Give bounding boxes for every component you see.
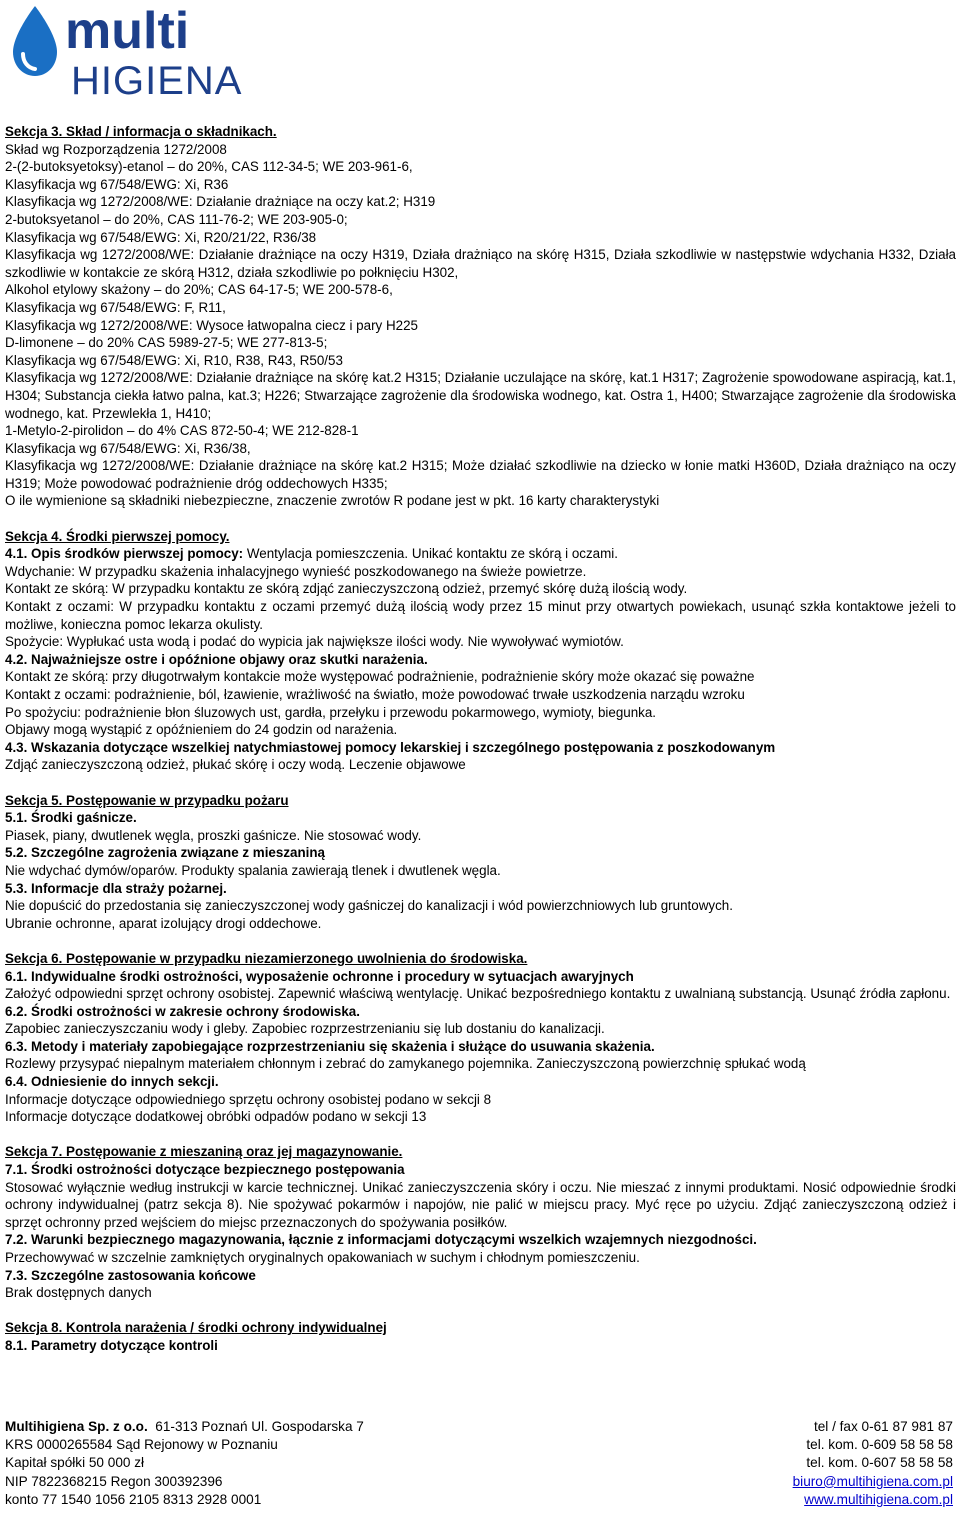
text-line: Klasyfikacja wg 1272/2008/WE: Działanie drażniące na oczy kat.2; H319	[5, 194, 436, 210]
text-line: Zdjąć zanieczyszczoną odzież, płukać skórę i oczy wodą. Leczenie objawowe	[5, 757, 466, 773]
text-line: Kontakt ze skórą: przy długotrwałym kontakcie może występować podrażnienie, podrażnienie skóry może okazać się poważne	[5, 669, 755, 685]
footer-nip-regon: NIP 7822368215 Regon 300392396	[5, 1473, 223, 1489]
text-line: Klasyfikacja wg 67/548/EWG: Xi, R10, R38, R43, R50/53	[5, 352, 343, 368]
subsection-heading: 7.2. Warunki bezpiecznego magazynowania, łącznie z informacjami dotyczącymi wszelkich wzajemnych niezgodności.	[5, 1232, 757, 1248]
text-line: Klasyfikacja wg 67/548/EWG: F, R11,	[5, 299, 226, 315]
section-heading: Sekcja 4. Środki pierwszej pomocy.	[5, 528, 230, 544]
blank-line	[5, 510, 956, 528]
text-line: Klasyfikacja wg 1272/2008/WE: Wysoce łatwopalna ciecz i pary H225	[5, 317, 418, 333]
subsection-text: Wentylacja pomieszczenia. Unikać kontaktu ze skórą i oczami.	[246, 546, 618, 562]
footer-bank-account: konto 77 1540 1056 2105 8313 2928 0001	[5, 1491, 262, 1507]
text-line: Klasyfikacja wg 67/548/EWG: Xi, R20/21/22, R36/38	[5, 229, 317, 245]
blank-line	[5, 1126, 956, 1144]
water-drop-icon	[13, 6, 57, 76]
text-line: 2-(2-butoksyetoksy)-etanol – do 20%, CAS 112-34-5; WE 203-961-6,	[5, 159, 413, 175]
blank-line	[5, 932, 956, 950]
text-line: Nie dopuścić do przedostania się zanieczyszczonej wody gaśniczej do kanalizacji i wód powierzchniowych lub gruntowych.	[5, 898, 733, 914]
footer-email-link[interactable]: biuro@multihigiena.com.pl	[792, 1473, 953, 1489]
paragraph: Założyć odpowiedni sprzęt ochrony osobistej. Zapewnić właściwą wentylację. Unikać bezpośredniego kontaktu z uwalnianą substancją. Usunąć źródła zapłonu.	[5, 986, 951, 1002]
subsection-heading: 7.1. Środki ostrożności dotyczące bezpiecznego postępowania	[5, 1162, 405, 1178]
text-line: Po spożyciu: podrażnienie błon śluzowych ust, gardła, przełyku i przewodu pokarmowego, wymioty, biegunka.	[5, 704, 657, 720]
footer-address: 61-313 Poznań Ul. Gospodarska 7	[155, 1419, 364, 1434]
document-body	[5, 123, 956, 1355]
text-line: Piasek, piany, dwutlenek węgla, proszki gaśnicze. Nie stosować wody.	[5, 827, 422, 843]
subsection-heading: 4.2. Najważniejsze ostre i opóźnione objawy oraz skutki narażenia.	[5, 651, 428, 667]
footer-mobile-1: tel. kom. 0-609 58 58 58	[806, 1437, 953, 1453]
paragraph: Stosować wyłącznie według instrukcji w karcie technicznej. Unikać zanieczyszczenia skóry i oczu. Nie mieszać z innymi produktami. Nosić odpowiednie środki ochrony indywidualnej (patrz sekcja 8). Nie spożywać pokarmów i napojów, nie palić w miejscu pracy. Myć ręce po użyciu. Zdjąć zanieczyszczoną odzież i sprzęt ochronny przed wejściem do miejsc przeznaczonych do spożywania posiłków.	[5, 1179, 956, 1230]
subsection-heading: 6.3. Metody i materiały zapobiegające rozprzestrzenianiu się skażenia i służące do usuwania skażenia.	[5, 1038, 655, 1054]
subsection-heading: 5.2. Szczególne zagrożenia związane z mieszaniną	[5, 845, 325, 861]
subsection-heading: 5.1. Środki gaśnicze.	[5, 810, 137, 826]
footer-capital: Kapitał spółki 50 000 zł	[5, 1455, 145, 1471]
footer-website-link[interactable]: www.multihigiena.com.pl	[804, 1491, 953, 1507]
section-heading: Sekcja 5. Postępowanie w przypadku pożaru	[5, 792, 289, 808]
text-line: Spożycie: Wypłukać usta wodą i podać do wypicia jak największe ilości wody. Nie wywoływać wymiotów.	[5, 634, 624, 650]
section-heading: Sekcja 6. Postępowanie w przypadku niezamierzonego uwolnienia do środowiska.	[5, 950, 528, 966]
footer-krs: KRS 0000265584 Sąd Rejonowy w Poznaniu	[5, 1437, 278, 1453]
subsection-heading: 6.1. Indywidualne środki ostrożności, wyposażenie ochronne i procedury w sytuacjach awaryjnych	[5, 968, 634, 984]
footer-mobile-2: tel. kom. 0-607 58 58 58	[806, 1455, 953, 1471]
subsection-heading: 7.3. Szczególne zastosowania końcowe	[5, 1267, 256, 1283]
section-heading: Sekcja 8. Kontrola narażenia / środki ochrony indywidualnej	[5, 1320, 387, 1336]
text-line: Brak dostępnych danych	[5, 1285, 152, 1301]
footer-phone-fax: tel / fax 0-61 87 981 87	[813, 1419, 953, 1434]
text-line: D-limonene – do 20% CAS 5989-27-5; WE 277-813-5;	[5, 335, 328, 351]
text-line: Skład wg Rozporządzenia 1272/2008	[5, 141, 227, 157]
text-line: Kontakt ze skórą: W przypadku kontaktu ze skórą zdjąć zanieczyszczoną odzież, przemyć skórę dużą ilością wody.	[5, 581, 688, 597]
text-line: Informacje dotyczące dodatkowej obróbki odpadów podano w sekcji 13	[5, 1109, 427, 1125]
subsection-heading: 4.3. Wskazania dotyczące wszelkiej natychmiastowej pomocy lekarskiej i szczególnego postępowania z poszkodowanym	[5, 739, 776, 755]
text-line: Nie wdychać dymów/oparów. Produkty spalania zawierają tlenek i dwutlenek węgla.	[5, 862, 501, 878]
logo-word-higiena: HIGIENA	[71, 59, 243, 102]
text-line: Ubranie ochronne, aparat izolujący drogi oddechowe.	[5, 915, 322, 931]
subsection-heading: 6.2. Środki ostrożności w zakresie ochrony środowiska.	[5, 1003, 360, 1019]
section-heading: Sekcja 3. Skład / informacja o składnikach.	[5, 124, 277, 139]
text-line: 1-Metylo-2-pirolidon – do 4% CAS 872-50-4; WE 212-828-1	[5, 423, 359, 439]
paragraph: Klasyfikacja wg 1272/2008/WE: Działanie drażniące na skórę kat.2 H315; Działanie uczulające na skórę, kat.1 H317; Zagrożenie spowodowane aspiracją, kat.1, H304; Substancja ciekła łatwo palna, kat.3; H226; Stwarzające zagrożenie dla środowiska wodnego, kat. Ostra 1, H400; Stwarzające zagrożenie dla środowiska wodnego, kat. Przewlekła 1, H410;	[5, 370, 956, 421]
blank-line	[5, 774, 956, 792]
paragraph: Klasyfikacja wg 1272/2008/WE: Działanie drażniące na oczy H319, Działa drażniąco na skórę H315, Działa szkodliwie w następstwie wdychania H332, Działa szkodliwie w kontakcie ze skórą H312, działa szkodliwie po połknięciu H302,	[5, 247, 956, 280]
text-line: Alkohol etylowy skażony – do 20%; CAS 64-17-5; WE 200-578-6,	[5, 282, 393, 298]
text-line: Kontakt z oczami: podrażnienie, ból, łzawienie, wrażliwość na światło, może powodować trwałe uszkodzenia narządu wzroku	[5, 687, 745, 702]
blank-line	[5, 1302, 956, 1320]
text-line: Klasyfikacja wg 67/548/EWG: Xi, R36/38,	[5, 440, 251, 456]
subsection-heading: 5.3. Informacje dla straży pożarnej.	[5, 880, 227, 896]
text-line: Zapobiec zanieczyszczaniu wody i gleby. Zapobiec rozprzestrzenianiu się lub dostaniu do kanalizacji.	[5, 1021, 605, 1037]
subsection-heading: 6.4. Odniesienie do innych sekcji.	[5, 1074, 219, 1090]
page-footer	[5, 1418, 953, 1509]
text-line: O ile wymienione są składniki niebezpieczne, znaczenie zwrotów R podane jest w pkt. 16 karty charakterystyki	[5, 493, 660, 509]
subsection-heading: 4.1. Opis środków pierwszej pomocy:	[5, 546, 247, 562]
text-line: Klasyfikacja wg 67/548/EWG: Xi, R36	[5, 176, 229, 192]
subsection-heading: 8.1. Parametry dotyczące kontroli	[5, 1337, 218, 1353]
logo-word-multi: multi	[65, 2, 190, 60]
paragraph: Kontakt z oczami: W przypadku kontaktu z oczami przemyć dużą ilością wody przez 15 minut przy otwartych powiekach, usunąć szkła kontaktowe jeżeli to możliwe, konieczna pomoc lekarza okulisty.	[5, 599, 956, 632]
company-logo	[5, 2, 295, 102]
text-line: Przechowywać w szczelnie zamkniętych oryginalnych opakowaniach w suchym i chłodnym pomieszczeniu.	[5, 1250, 640, 1265]
paragraph: Klasyfikacja wg 1272/2008/WE: Działanie drażniące na skórę kat.2 H315; Może działać szkodliwie na dziecko w łonie matki H360D, Działa drażniąco na oczy H319; Może powodować podrażnienie dróg oddechowych H335;	[5, 458, 956, 491]
text-line: Objawy mogą wystąpić z opóźnieniem do 24 godzin od narażenia.	[5, 722, 398, 738]
text-line: 2-butoksyetanol – do 20%, CAS 111-76-2; WE 203-905-0;	[5, 211, 348, 227]
text-line: Wdychanie: W przypadku skażenia inhalacyjnego wynieść poszkodowanego na świeże powietrze.	[5, 563, 587, 579]
footer-company: Multihigiena Sp. z o.o.	[5, 1419, 148, 1434]
section-heading: Sekcja 7. Postępowanie z mieszaniną oraz jej magazynowanie.	[5, 1144, 403, 1160]
subsection-line	[5, 545, 956, 563]
text-line: Informacje dotyczące odpowiedniego sprzętu ochrony osobistej podano w sekcji 8	[5, 1091, 492, 1107]
text-line: Rozlewy przysypać niepalnym materiałem chłonnym i zebrać do zamykanego pojemnika. Zanieczyszczoną powierzchnię spłukać wodą	[5, 1056, 806, 1072]
